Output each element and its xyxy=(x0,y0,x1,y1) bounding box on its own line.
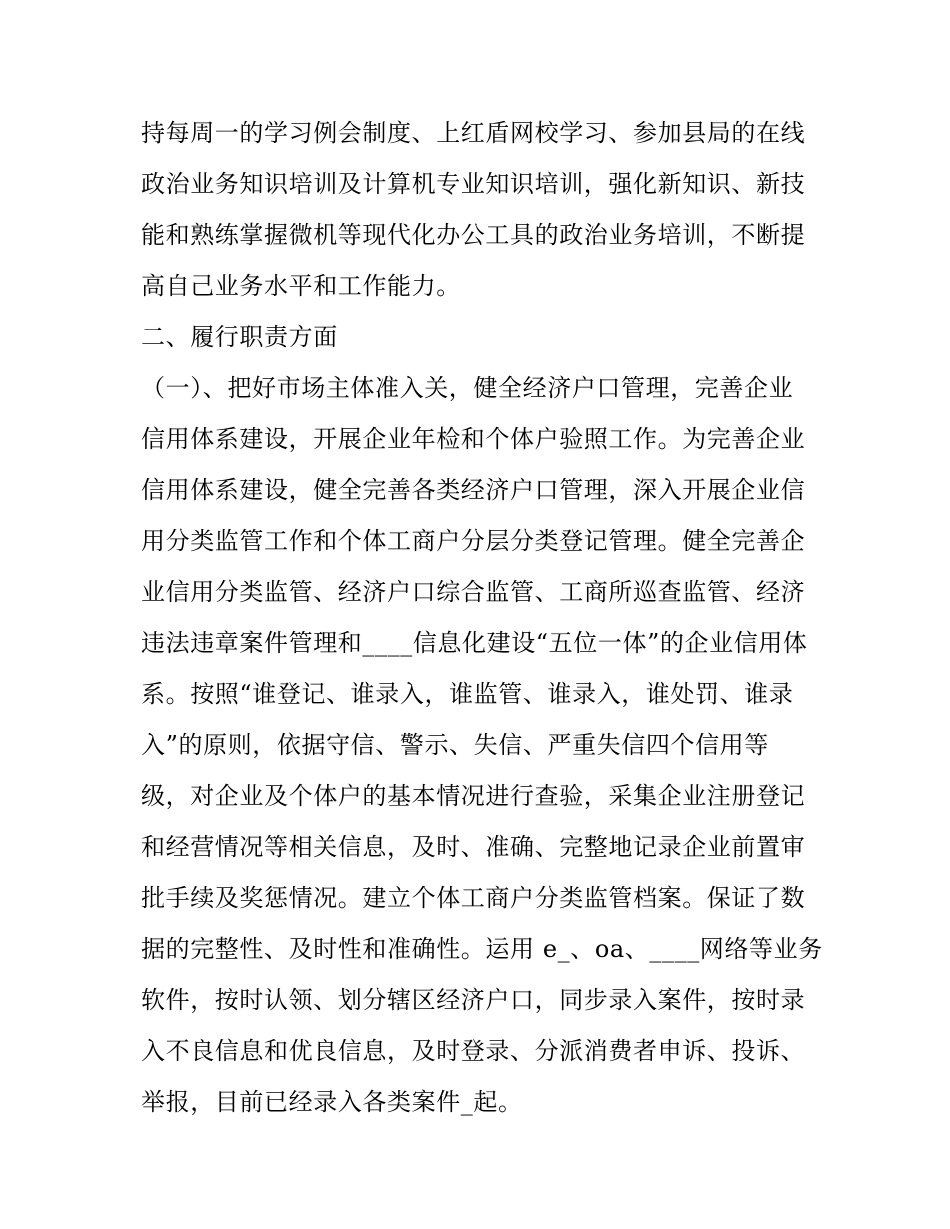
text-line: （一）、把好市场主体准入关，健全经济户口管理，完善企业 xyxy=(141,374,794,402)
text-line: 系。按照“谁登记、谁录入，谁监管、谁录入，谁处罚、谁录 xyxy=(141,680,794,708)
text-line: 级，对企业及个体户的基本情况进行查验，采集企业注册登记 xyxy=(141,782,806,810)
text-line: 据的完整性、及时性和准确性。运用 e_、oa、____网络等业务 xyxy=(141,935,823,963)
section-heading: 二、履行职责方面 xyxy=(141,323,338,351)
text-line: 入”的原则，依据守信、警示、失信、严重失信四个信用等 xyxy=(141,731,769,759)
text-line: 和经营情况等相关信息，及时、准确、完整地记录企业前置审 xyxy=(141,833,806,861)
text-line: 政治业务知识培训及计算机专业知识培训，强化新知识、新技 xyxy=(141,170,806,198)
text-line: 入不良信息和优良信息，及时登录、分派消费者申诉、投诉、 xyxy=(141,1037,806,1065)
text-line: 能和熟练掌握微机等现代化办公工具的政治业务培训，不断提 xyxy=(141,221,806,249)
text-line: 用分类监管工作和个体工商户分层分类登记管理。健全完善企 xyxy=(141,527,806,555)
text-line: 软件，按时认领、划分辖区经济户口，同步录入案件，按时录 xyxy=(141,986,806,1014)
text-line: 举报，目前已经录入各类案件_起。 xyxy=(141,1088,523,1116)
text-line: 违法违章案件管理和____信息化建设“五位一体”的企业信用体 xyxy=(141,629,808,657)
text-line: 持每周一的学习例会制度、上红盾网校学习、参加县局的在线 xyxy=(141,119,806,147)
text-line: 信用体系建设，健全完善各类经济户口管理，深入开展企业信 xyxy=(141,476,806,504)
text-line: 高自己业务水平和工作能力。 xyxy=(141,272,461,300)
text-line: 业信用分类监管、经济户口综合监管、工商所巡查监管、经济 xyxy=(141,578,806,606)
text-line: 批手续及奖惩情况。建立个体工商户分类监管档案。保证了数 xyxy=(141,884,806,912)
text-line: 信用体系建设，开展企业年检和个体户验照工作。为完善企业 xyxy=(141,425,806,453)
body-text xyxy=(141,108,831,1128)
